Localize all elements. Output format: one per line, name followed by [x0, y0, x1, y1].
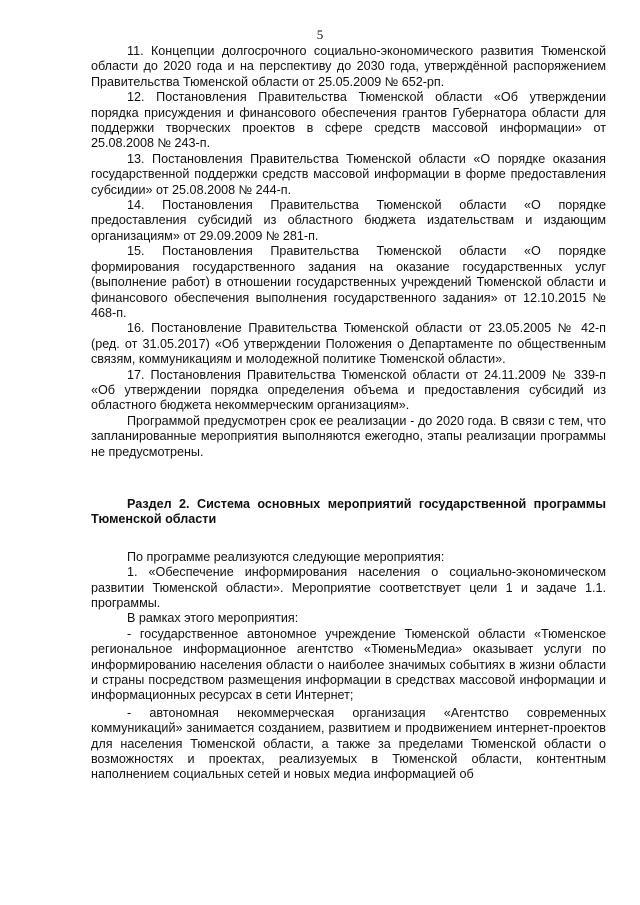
measure-1-paragraph: 1. «Обеспечение информирования населения о социально-экономическом развитии Тюменской области». Мероприятие соответствует цели 1 и задаче 1.1. программы. — [91, 565, 606, 610]
tyumenmedia-paragraph: - государственное автономное учреждение Тюменской области «Тюменское региональное информационное агентство «ТюменьМедиа» оказывает услуги по информированию населения области о наиболее значимых событиях в жизни области и страны посредством размещения информации в средствах массовой информации и информационных ресурсах в сети Интернет; — [91, 626, 606, 703]
list-item-13: 13. Постановления Правительства Тюменской области «О порядке оказания государственной поддержки средств массовой информации в форме предоставления субсидии» от 25.08.2008 № 244-п. — [91, 151, 606, 197]
document-body — [91, 44, 606, 783]
list-item-16: 16. Постановление Правительства Тюменской области от 23.05.2005 № 42-п (ред. от 31.05.2017) «Об утверждении Положения о Департаменте по общественным связям, коммуникациям и молодежной политике Тюменской области». — [91, 321, 606, 367]
agency-paragraph: - автономная некоммерческая организация «Агентство современных коммуникаций» занимается созданием, развитием и продвижением интернет-проектов для населения Тюменской области, а также за пределами Тюменской области о возможностях и проектах, реализуемых в Тюменской области, контентным наполнением социальных сетей и новых медиа информацией об — [91, 705, 606, 782]
page-number: 5 — [316, 27, 324, 42]
measures-intro: По программе реализуются следующие мероприятия: — [127, 549, 445, 564]
section-title: Раздел 2. Система основных мероприятий государственной программы Тюменской области — [91, 496, 606, 527]
list-item-15: 15. Постановления Правительства Тюменской области «О порядке формирования государственного задания на оказание государственных услуг (выполнение работ) в отношении государственных учреждений Тюменской области и финансового обеспечения выполнения государственного задания» от 12.10.2015 № 468-п. — [91, 244, 606, 320]
measure-scope-paragraph: В рамках этого мероприятия: — [127, 611, 299, 626]
list-item-11: 11. Концепции долгосрочного социально-экономического развития Тюменской области до 2020 года и на перспективу до 2030 года, утверждённой распоряжением Правительства Тюменской области от 25.05.2009 № 652-рп. — [91, 44, 606, 89]
program-term-paragraph: Программой предусмотрен срок ее реализации - до 2020 года. В связи с тем, что запланированные мероприятия выполняются ежегодно, этапы реализации программы не предусмотрены. — [91, 413, 606, 459]
list-item-12: 12. Постановления Правительства Тюменской области «Об утверждении порядка присуждения и финансового обеспечения грантов Губернатора области для поддержки творческих проектов в сфере средств массовой информации» от 25.08.2008 № 243-п. — [91, 90, 606, 151]
list-item-17: 17. Постановления Правительства Тюменской области от 24.11.2009 № 339-п «Об утверждении порядка определения объема и предоставления субсидий из областного бюджета некоммерческим организациям». — [91, 367, 606, 413]
list-item-14: 14. Постановления Правительства Тюменской области «О порядке предоставления субсидий из областного бюджета издательствам и издающим организациям» от 29.09.2009 № 281-п. — [91, 198, 606, 243]
